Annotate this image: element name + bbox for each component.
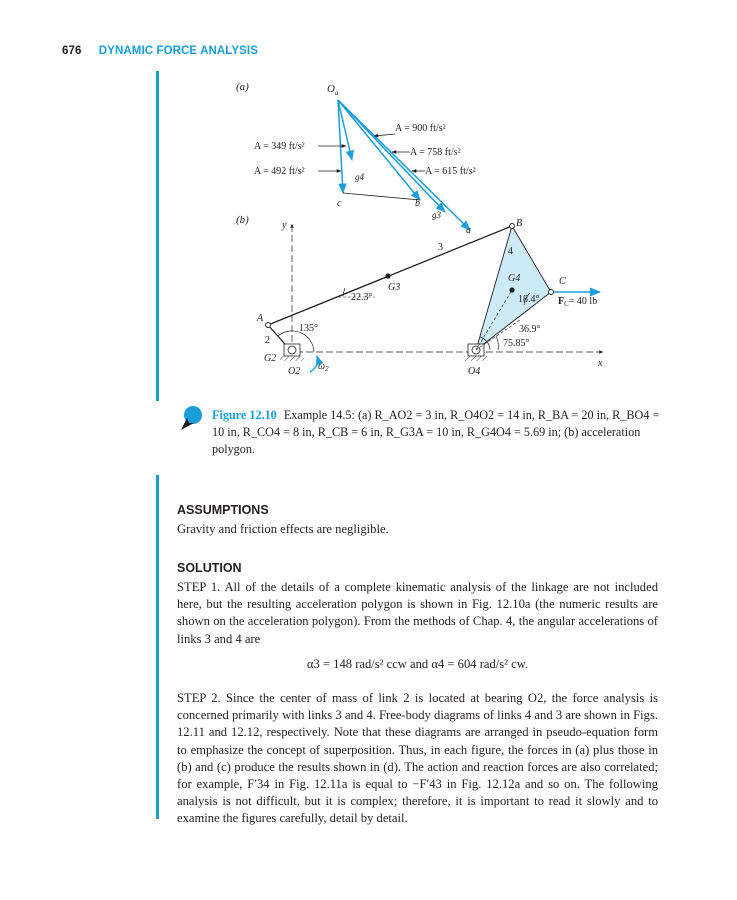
label-A: A [257, 313, 264, 324]
vector-A-A [338, 100, 470, 230]
label-A-B: A = 615 ft/s² [425, 166, 476, 177]
link-4-number: 4 [508, 246, 513, 257]
y-axis-label: y [282, 220, 287, 231]
angle-36-arc [496, 336, 498, 350]
angle-135-label: 135° [299, 323, 318, 334]
link-3-number: 3 [438, 242, 443, 253]
figure-caption [212, 407, 667, 458]
page-header [62, 45, 258, 57]
label-G4: G4 [508, 273, 521, 284]
caption-text: Example 14.5: (a) R_AO2 = 3 in, R_O4O2 = 14 in, R_BA = 20 in, R_BO4 = 10 in, R_CO4 = 8 in, R_CB = 6 in, R_G3A = 10 in, R_G4O4 = 5.69 in; (b) acceleration polygon. [212, 408, 660, 456]
sidebar-bar-bottom [156, 475, 159, 819]
label-A-A: A = 900 ft/s² [395, 123, 446, 134]
link-2-number: 2 [265, 335, 270, 346]
point-b: b [415, 198, 420, 209]
pin-B [510, 224, 515, 229]
point-g4: g4 [355, 172, 364, 182]
label-O4: O4 [468, 366, 481, 377]
force-F-C-label: $F_C= 40$ lb [558, 296, 598, 308]
label-A-G3: A = 758 ft/s² [410, 147, 461, 158]
figure-12-10 [160, 70, 630, 385]
omega-label: $\omega_2$ [318, 361, 329, 373]
polygon-origin-label: $O_a$ [327, 83, 339, 97]
leader-A-A [374, 134, 395, 136]
pin-C [549, 290, 554, 295]
label-C: C [559, 276, 566, 287]
cursor-icon [178, 404, 204, 434]
point-c: c [337, 198, 342, 209]
label-O2: O2 [288, 366, 301, 377]
omega-arrow [310, 356, 318, 372]
angle-75-label: 75.85° [503, 338, 530, 349]
center-G3 [385, 273, 390, 278]
assumptions-text: Gravity and friction effects are negligible. [177, 522, 389, 536]
angle-18-label: 18.4° [518, 294, 540, 305]
step-2-text: STEP 2. Since the center of mass of link 2 is located at bearing O2, the force analysis is concerned primarily with links 3 and 4. Free-body diagrams of links 4 and 3 are shown in Figs. 12.11 and 12.12, respectively. Note that these diagrams are arranged in pseudo-equation form to emphasize the concept of superposition. Thus, in each figure, the forces in (a) plus those in (b) and (c) produce the results shown in (d). The action and reaction forces are also correlated; for example, F′34 in Fig. 12.11a is equal to −F′43 in Fig. 12.12a and so on. The following analysis is not difficult, but it is complex; therefore, it is important to read it slowly and to examine the figures carefully, detail by detail. [177, 691, 658, 826]
angle-36-label: 36.9° [519, 324, 541, 335]
label-B: B [516, 218, 523, 229]
polygon-line-cb [343, 193, 420, 200]
sidebar-bar-top [156, 71, 159, 401]
solution-heading: SOLUTION [177, 561, 242, 575]
running-title: DYNAMIC FORCE ANALYSIS [98, 45, 258, 57]
panel-b-label: (b) [236, 214, 249, 226]
pin-A [266, 323, 271, 328]
x-axis-label: x [598, 358, 603, 369]
assumptions-heading: ASSUMPTIONS [177, 503, 269, 517]
label-A-G4: A = 349 ft/s² [254, 141, 305, 152]
angle-22-label: 22.3° [351, 292, 373, 303]
angular-acceleration-equation: α3 = 148 rad/s² ccw and α4 = 604 rad/s² cw. [306, 657, 529, 671]
label-G3: G3 [388, 282, 401, 293]
step-1-text: STEP 1. All of the details of a complete kinematic analysis of the linkage are not included here, but the resulting acceleration polygon is shown in Fig. 12.10a (the numeric results are shown on the acceleration polygon). From the methods of Chap. 4, the angular accelerations of links 3 and 4 are [177, 580, 658, 646]
label-A-C: A = 492 ft/s² [254, 166, 305, 177]
page-number: 676 [62, 45, 82, 57]
point-g3: g3 [432, 210, 441, 220]
figure-label: Figure 12.10 [212, 408, 277, 422]
point-a: a [466, 225, 471, 236]
pin-O2 [288, 346, 296, 354]
label-G2: G2 [264, 353, 277, 364]
ground-O4-hatch [464, 356, 488, 361]
ground-O2-hatch [280, 356, 304, 361]
panel-a-label: (a) [236, 81, 249, 93]
